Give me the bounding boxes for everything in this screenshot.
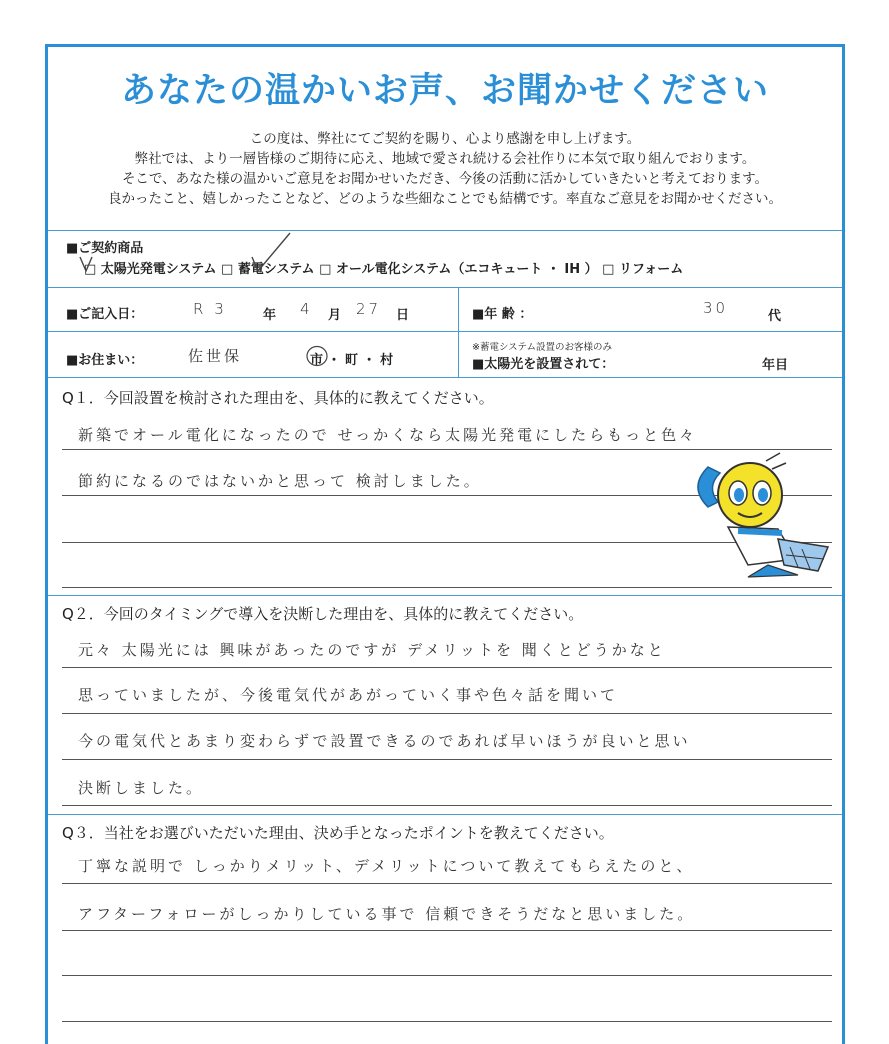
question-2: Q２．今回のタイミングで導入を決断した理由を、具体的に教えてください。	[62, 605, 584, 623]
contract-options[interactable]: □ 太陽光発電システム □ 蓄電システム □ オール電化システム（エコキュート ・ IH ） □ リフォーム	[84, 262, 684, 277]
intro-line: 弊社では、より一層皆様のご期待に応え、地域で愛され続ける会社作りに本気で取り組んでおります。	[134, 151, 756, 167]
age-value[interactable]: 30	[703, 299, 729, 317]
date-year-label: 年	[263, 308, 277, 323]
answer-rule	[62, 1021, 832, 1022]
mascot-icon	[678, 447, 838, 587]
answer-2-line-4[interactable]: 決断しました。	[78, 779, 205, 797]
divider	[48, 377, 842, 378]
divider	[48, 287, 842, 288]
intro-line: そこで、あなた様の温かいご意見をお聞かせいただき、今後の活動に活かしていきたいと考えております。	[121, 171, 769, 187]
answer-3-line-2[interactable]: アフターフォローがしっかりしている事で 信頼できそうだなと思いました。	[78, 905, 696, 923]
circle-mark-icon	[306, 345, 328, 367]
answer-rule	[62, 975, 832, 976]
answer-rule	[62, 667, 832, 668]
date-day-value[interactable]: 27	[356, 300, 382, 318]
checkmark-icon	[248, 231, 298, 281]
answer-2-line-1[interactable]: 元々 太陽光には 興味があったのですが デメリットを 聞くとどうかなと	[78, 641, 666, 659]
answer-1-line-2[interactable]: 節約になるのではないかと思って 検討しました。	[78, 472, 482, 490]
age-label: ■年 齢 ：	[472, 307, 533, 322]
answer-rule	[62, 930, 832, 931]
divider	[48, 814, 842, 815]
question-3: Q３．当社をお選びいただいた理由、決め手となったポイントを教えてください。	[62, 824, 614, 842]
divider	[48, 230, 842, 231]
solar-years-label: ■太陽光を設置されて：	[472, 357, 615, 372]
date-label: ■ご記入日：	[66, 307, 144, 322]
answer-rule	[62, 587, 832, 588]
divider-vertical	[458, 287, 459, 377]
intro-line: この度は、弊社にてご契約を賜り、心より感謝を申し上げます。	[249, 131, 641, 147]
date-era-value[interactable]: R 3	[193, 300, 227, 318]
storage-note: ※蓄電システム設置のお客様のみ	[472, 342, 613, 353]
contract-heading: ■ご契約商品	[66, 241, 144, 256]
answer-2-line-3[interactable]: 今の電気代とあまり変わらずで設置できるのであれば早いほうが良いと思い	[78, 732, 691, 750]
divider	[48, 331, 842, 332]
answer-1-line-1[interactable]: 新築でオール電化になったので せっかくなら太陽光発電にしたらもっと色々	[78, 426, 698, 444]
date-month-value[interactable]: 4	[300, 300, 313, 318]
address-label: ■お住まい：	[66, 353, 144, 368]
answer-rule	[62, 805, 832, 806]
checkmark-icon	[78, 243, 238, 283]
question-1: Q１．今回設置を検討された理由を、具体的に教えてください。	[62, 389, 494, 407]
answer-rule	[62, 713, 832, 714]
survey-sheet	[45, 44, 845, 1044]
solar-years-unit: 年目	[762, 358, 789, 373]
answer-rule	[62, 759, 832, 760]
intro-line: 良かったこと、嬉しかったことなど、どのような些細なことでも結構です。率直なご意見をお聞かせください。	[108, 191, 782, 207]
divider	[48, 595, 842, 596]
answer-3-line-1[interactable]: 丁寧な説明で しっかりメリット、デメリットについて教えてもらえたのと、	[78, 857, 695, 875]
date-month-label: 月	[328, 308, 342, 323]
answer-rule	[62, 883, 832, 884]
intro-text	[48, 129, 842, 209]
date-day-label: 日	[396, 308, 410, 323]
address-value[interactable]: 佐世保	[188, 347, 243, 365]
answer-2-line-2[interactable]: 思っていましたが、今後電気代があがっていく事や色々話を聞いて	[78, 686, 619, 704]
page-title: あなたの温かいお声、お聞かせください	[120, 71, 769, 111]
address-type-options: 市 ・ 町 ・ 村	[310, 353, 394, 368]
age-unit: 代	[768, 309, 782, 324]
